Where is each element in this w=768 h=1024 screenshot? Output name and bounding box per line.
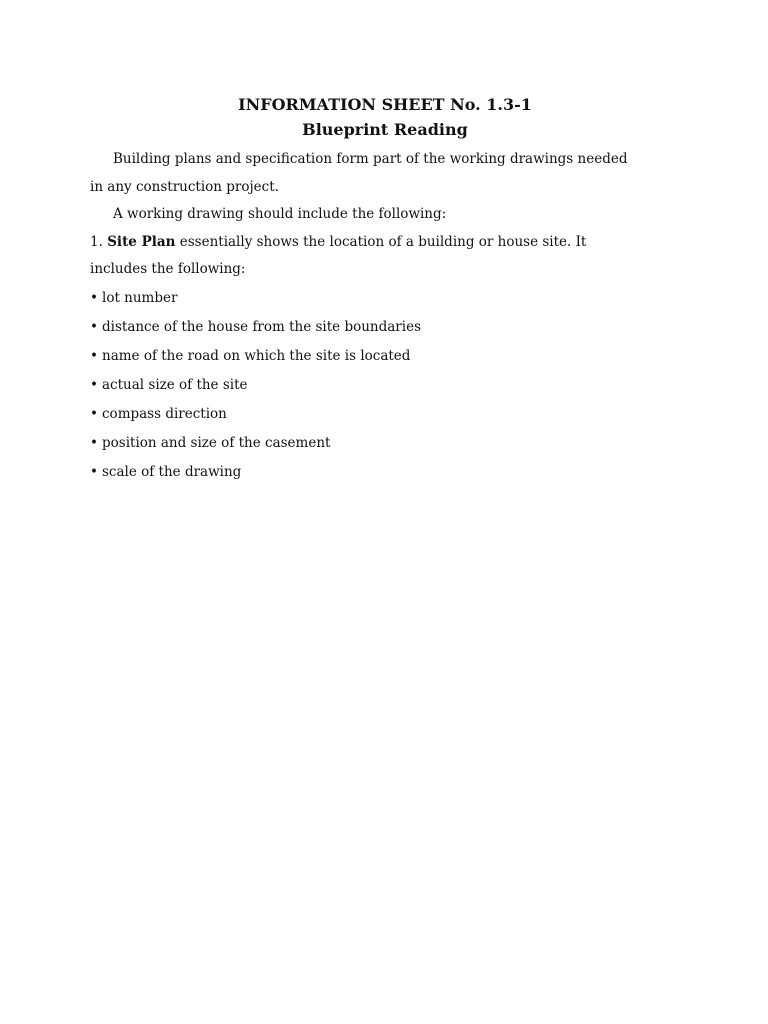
list-item-text: distance of the house from the site boundaries — [102, 318, 421, 335]
intro-line-1: Building plans and specification form part of the working drawings needed — [113, 151, 628, 167]
bullet-icon: • — [90, 289, 98, 306]
site-plan-term: Site Plan — [107, 233, 176, 250]
list-item — [90, 371, 680, 400]
lead-paragraph: A working drawing should include the following: — [113, 206, 447, 222]
list-item — [90, 400, 680, 429]
document-subtitle: Blueprint Reading — [302, 120, 468, 139]
list-item-text: compass direction — [102, 405, 227, 422]
list-item-text: position and size of the casement — [102, 434, 331, 451]
list-item-text: scale of the drawing — [102, 463, 242, 480]
list-item — [90, 342, 680, 371]
bullet-icon: • — [90, 376, 98, 393]
intro-line-2: in any construction project. — [90, 178, 279, 195]
list-item-text: actual size of the site — [102, 376, 248, 393]
item-number: 1. — [90, 233, 103, 250]
site-plan-item — [90, 229, 680, 257]
list-item-text: name of the road on which the site is located — [102, 347, 411, 364]
site-plan-text-continued: includes the following: — [90, 261, 246, 277]
site-plan-bullet-list — [90, 284, 680, 487]
bullet-icon: • — [90, 347, 98, 364]
list-item — [90, 284, 680, 313]
bullet-icon: • — [90, 463, 98, 480]
list-item — [90, 313, 680, 342]
list-item-text: lot number — [102, 289, 178, 306]
document-page — [90, 92, 680, 487]
document-title: INFORMATION SHEET No. 1.3-1 — [238, 95, 532, 114]
bullet-icon: • — [90, 434, 98, 451]
bullet-icon: • — [90, 405, 98, 422]
site-plan-text: essentially shows the location of a building or house site. It — [179, 233, 587, 250]
list-item — [90, 458, 680, 487]
bullet-icon: • — [90, 318, 98, 335]
list-item — [90, 429, 680, 458]
